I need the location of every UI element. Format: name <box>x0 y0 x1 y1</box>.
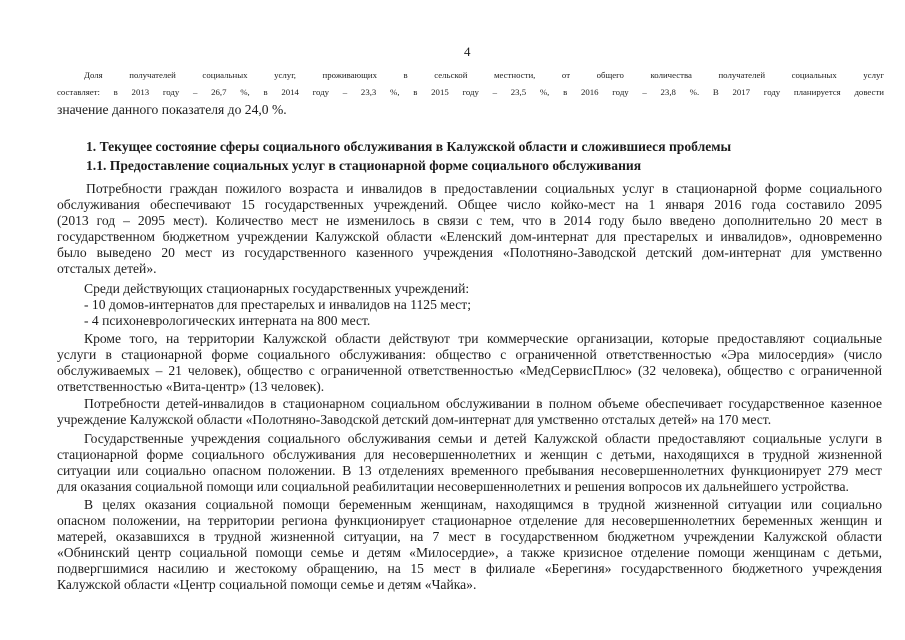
body-line: Калужской области «Центр социальной помощи семье и детям «Чайка». <box>57 577 477 592</box>
body-line: обслуживаемых – 21 человек), общество с ограниченной ответственностью «МедСервисПлюс» (32 человека), общество с ограниченной <box>57 363 882 378</box>
body-line: В целях оказания социальной помощи беременным женщинам, находящимся в трудной жизненной ситуации или социально <box>84 497 882 512</box>
body-line: учреждение Калужской области «Полотняно-Заводской детский дом-интернат для умственно отсталых детей» на 170 мест. <box>57 412 772 427</box>
body-line: Государственные учреждения социального обслуживания семьи и детей Калужской области предоставляют социальные услуги в <box>84 431 882 446</box>
body-line: услуги в стационарной форме социального обслуживания: общество с ограниченной ответственностью «Эра милосердия» (число <box>57 347 882 362</box>
body-line: было выведено 20 мест из государственного казенного учреждения «Полотняно-Заводской детский дом-интернат для умственно <box>57 245 882 260</box>
page-number: 4 <box>464 44 471 59</box>
body-line: стационарной форме социального обслуживания для несовершеннолетних и женщин с детьми, находящихся в трудной жизненной <box>57 447 882 462</box>
body-line: Кроме того, на территории Калужской области действуют три коммерческие организации, которые предоставляют социальные <box>84 331 882 346</box>
body-line: матерей, оказавшихся в трудной жизненной ситуации, на 7 мест в государственном бюджетном учреждении Калужской области <box>57 529 882 544</box>
body-line: Потребности граждан пожилого возраста и инвалидов в предоставлении социальных услуг в стационарной форме социального <box>86 181 882 196</box>
body-line: для оказания социальной помощи или социальной реабилитации несовершеннолетних и решения вопросов их дальнейшего устройства. <box>57 479 849 494</box>
body-line: ситуации или социально опасном положении. В 13 отделениях временного пребывания несовершеннолетних функционирует 279 мест <box>57 463 882 478</box>
intro-line: составляет: в 2013 году – 26,7 %, в 2014 году – 23,3 %, в 2015 году – 23,5 %, в 2016 году – 23,8 %. В 2017 году планируется довести <box>57 87 884 97</box>
intro-line: значение данного показателя до 24,0 %. <box>57 102 287 117</box>
body-line: государственном бюджетном учреждении Калужской области «Еленский дом-интернат для престарелых и инвалидов», одновременно <box>57 229 882 244</box>
body-line: обслуживания обеспечивают 15 государственных учреждений. Общее число койко-мест на 1 января 2016 года составило 2095 <box>57 197 882 212</box>
list-item: - 10 домов-интернатов для престарелых и инвалидов на 1125 мест; <box>84 297 471 312</box>
body-line: «Обнинский центр социальной помощи семье и детям «Милосердие», а также кризисное отделение помощи женщинам с детьми, <box>57 545 882 560</box>
body-line: опасном положении, на территории региона функционирует стационарное отделение для несовершеннолетних беременных женщин и <box>57 513 882 528</box>
body-line: Потребности детей-инвалидов в стационарном социальном обслуживании в полном объеме обеспечивает государственное казенное <box>84 396 882 411</box>
intro-line: Доля получателей социальных услуг, проживающих в сельской местности, от общего количества получателей социальных услуг <box>84 70 884 80</box>
body-line: отсталых детей». <box>57 261 157 276</box>
body-line: ответственностью «Вита-центр» (13 человек). <box>57 379 325 394</box>
body-line: (2013 год – 2095 мест). Количество мест не изменилось в связи с тем, что в 2014 году было введено дополнительно 20 мест в <box>57 213 882 228</box>
subsection-heading: 1.1. Предоставление социальных услуг в стационарной форме социального обслуживания <box>86 158 642 173</box>
body-line: Среди действующих стационарных государственных учреждений: <box>84 281 470 296</box>
section-heading: 1. Текущее состояние сферы социального обслуживания в Калужской области и сложившиеся проблемы <box>86 139 732 154</box>
body-line: подвергшимися насилию и жестокому обращению, на 15 мест в филиале «Берегиня» государственного бюджетного учреждения <box>57 561 882 576</box>
list-item: - 4 психоневрологических интерната на 800 мест. <box>84 313 371 328</box>
